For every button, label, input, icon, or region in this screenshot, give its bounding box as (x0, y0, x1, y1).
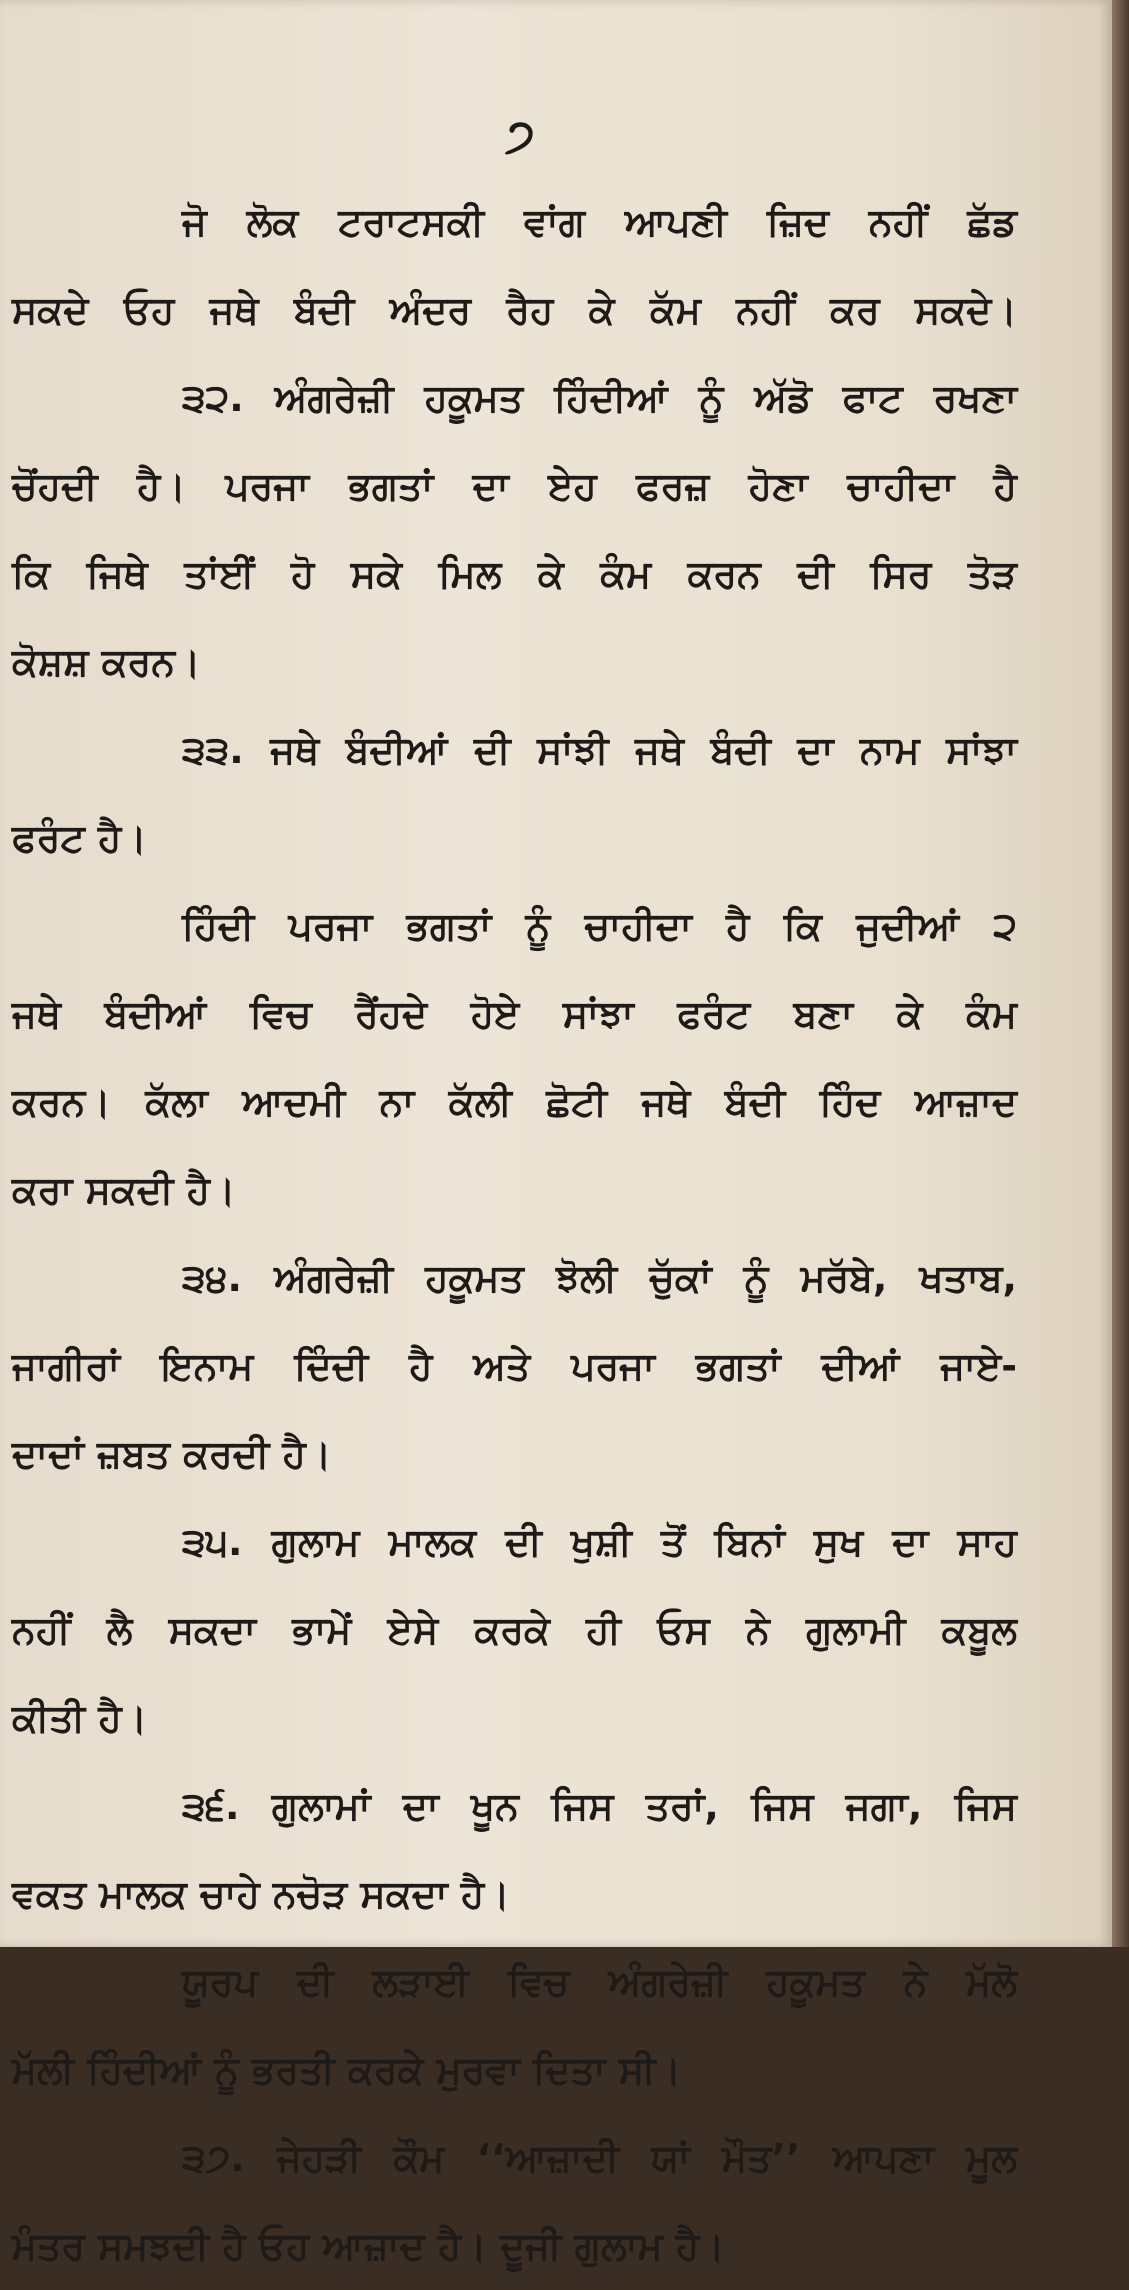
text-line: ਮੱਲੀ ਹਿੰਦੀਆਂ ਨੂੰ ਭਰਤੀ ਕਰਕੇ ਮੁਰਵਾ ਦਿਤਾ ਸੀ। (12, 2048, 682, 2092)
body-text (12, 178, 1017, 2290)
text-line: ਹਿੰਦੀ ਪਰਜਾ ਭਗਤਾਂ ਨੂੰ ਚਾਹੀਦਾ ਹੈ ਕਿ ਜੁਦੀਆਂ ੨ (182, 904, 1017, 948)
text-line: ੩੬. ਗੁਲਾਮਾਂ ਦਾ ਖੂਨ ਜਿਸ ਤਰਾਂ, ਜਿਸ ਜਗਾ, ਜਿਸ (182, 1784, 1017, 1828)
page-number: ੭ (505, 108, 535, 162)
text-line: ੩੭. ਜੇਹੜੀ ਕੌਮ ‘‘ਆਜ਼ਾਦੀ ਯਾਂ ਮੌਤ’’ ਆਪਣਾ ਮੂਲ (182, 2136, 1017, 2180)
text-line: ਯੂਰਪ ਦੀ ਲੜਾਈ ਵਿਚ ਅੰਗਰੇਜ਼ੀ ਹਕੂਮਤ ਨੇ ਮੱਲੋ (182, 1960, 1017, 2004)
text-line: ਚੋਂਹਦੀ ਹੈ। ਪਰਜਾ ਭਗਤਾਂ ਦਾ ਏਹ ਫਰਜ਼ ਹੋਣਾ ਚਾਹੀਦਾ ਹੈ (12, 464, 1017, 508)
text-line: ਨਹੀਂ ਲੈ ਸਕਦਾ ਭਾਮੇਂ ਏਸੇ ਕਰਕੇ ਹੀ ਓਸ ਨੇ ਗੁਲਾਮੀ ਕਬੂਲ (12, 1608, 1017, 1652)
text-line: ੩੫. ਗੁਲਾਮ ਮਾਲਕ ਦੀ ਖੁਸ਼ੀ ਤੋਂ ਬਿਨਾਂ ਸੁਖ ਦਾ ਸਾਹ (182, 1520, 1017, 1564)
text-line: ਜਥੇ ਬੰਦੀਆਂ ਵਿਚ ਰੈਂਹਦੇ ਹੋਏ ਸਾਂਝਾ ਫਰੰਟ ਬਣਾ ਕੇ ਕੰਮ (12, 992, 1017, 1036)
text-line: ੩੩. ਜਥੇ ਬੰਦੀਆਂ ਦੀ ਸਾਂਝੀ ਜਥੇ ਬੰਦੀ ਦਾ ਨਾਮ ਸਾਂਝਾ (182, 728, 1017, 772)
text-line: ਕੋਸ਼ਸ਼ ਕਰਨ। (12, 640, 201, 684)
text-line: ਜੋ ਲੋਕ ਟਰਾਟਸਕੀ ਵਾਂਗ ਆਪਣੀ ਜ਼ਿਦ ਨਹੀਂ ਛੱਡ (182, 200, 1017, 244)
text-line: ੩੨. ਅੰਗਰੇਜ਼ੀ ਹਕੂਮਤ ਹਿੰਦੀਆਂ ਨੂੰ ਅੱਡੋ ਫਾਟ ਰਖਣਾ (182, 376, 1017, 420)
text-line: ਜਾਗੀਰਾਂ ਇਨਾਮ ਦਿੰਦੀ ਹੈ ਅਤੇ ਪਰਜਾ ਭਗਤਾਂ ਦੀਆਂ ਜਾਏ- (12, 1344, 1017, 1388)
text-line: ਕਰਾ ਸਕਦੀ ਹੈ। (12, 1168, 236, 1212)
text-line: ਮੰਤਰ ਸਮਝਦੀ ਹੈ ਓਹ ਆਜ਼ਾਦ ਹੈ। ਦੂਜੀ ਗੁਲਾਮ ਹੈ। (12, 2224, 725, 2268)
text-line: ਕਿ ਜਿਥੇ ਤਾਂਈਂ ਹੋ ਸਕੇ ਮਿਲ ਕੇ ਕੰਮ ਕਰਨ ਦੀ ਸਿਰ ਤੋੜ (12, 552, 1017, 596)
text-line: ਦਾਦਾਂ ਜ਼ਬਤ ਕਰਦੀ ਹੈ। (12, 1432, 332, 1476)
text-line: ਵਕਤ ਮਾਲਕ ਚਾਹੇ ਨਚੋੜ ਸਕਦਾ ਹੈ। (12, 1872, 510, 1916)
text-line: ਫਰੰਟ ਹੈ। (12, 816, 147, 860)
page-edge (1112, 0, 1129, 1947)
text-line: ਕਰਨ। ਕੱਲਾ ਆਦਮੀ ਨਾ ਕੱਲੀ ਛੋਟੀ ਜਥੇ ਬੰਦੀ ਹਿੰਦ ਆਜ਼ਾਦ (12, 1080, 1017, 1124)
text-line: ਸਕਦੇ ਓਹ ਜਥੇ ਬੰਦੀ ਅੰਦਰ ਰੈਹ ਕੇ ਕੱਮ ਨਹੀਂ ਕਰ ਸਕਦੇ। (12, 288, 1017, 332)
text-line: ਕੀਤੀ ਹੈ। (12, 1696, 148, 1740)
text-line: ੩੪. ਅੰਗਰੇਜ਼ੀ ਹਕੂਮਤ ਝੋਲੀ ਚੁੱਕਾਂ ਨੂੰ ਮਰੱਬੇ, ਖਤਾਬ, (182, 1256, 1017, 1300)
